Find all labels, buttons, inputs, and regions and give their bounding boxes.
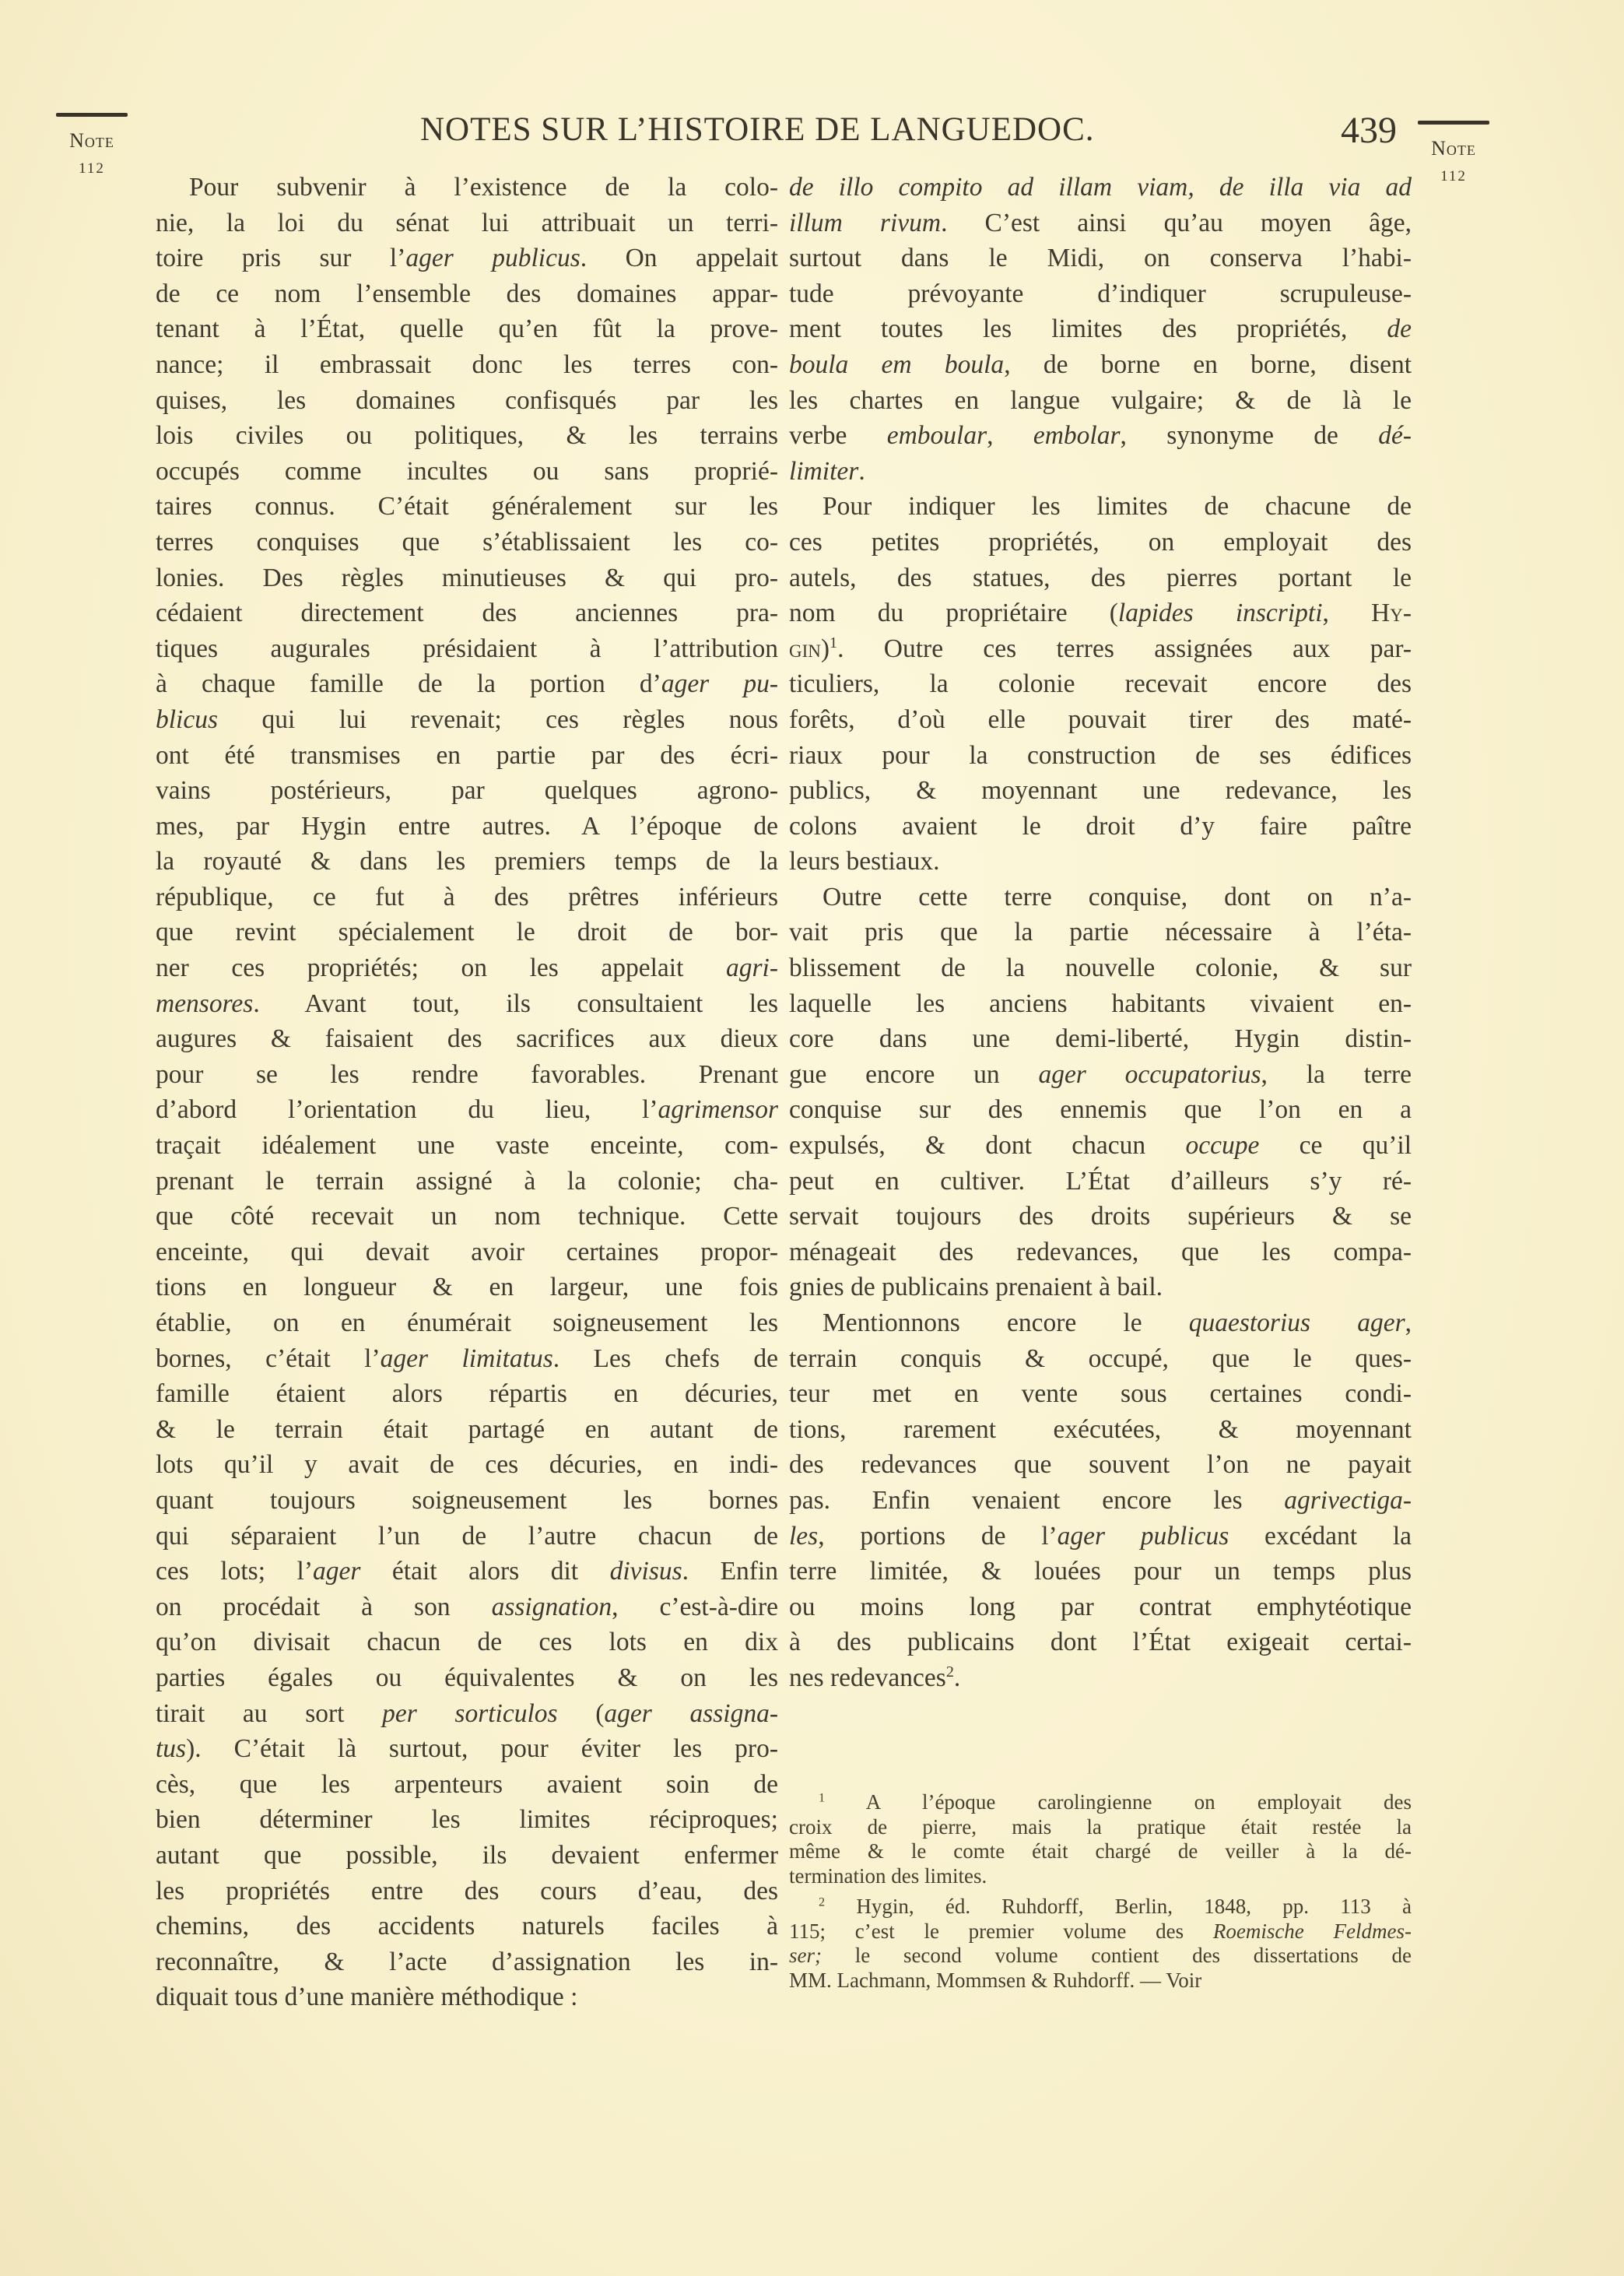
text-line: expulsés, & dont chacun occupe ce qu’il bbox=[789, 1131, 1412, 1161]
text-line: des redevances que souvent l’on ne payait bbox=[789, 1450, 1412, 1480]
left-text-column bbox=[156, 170, 778, 2015]
text-line: gin)$^1$. Outre ces terres assignées aux par- bbox=[789, 634, 1412, 663]
text-line: nance; il embrassait donc les terres con- bbox=[156, 349, 778, 379]
text-line: chemins, des accidents naturels faciles à bbox=[156, 1912, 778, 1941]
text-line: enceinte, qui devait avoir certaines propor- bbox=[156, 1237, 778, 1266]
text-line: croix de pierre, mais la pratique était restée la bbox=[789, 1814, 1412, 1839]
text-line: prenant le terrain assigné à la colonie; cha- bbox=[156, 1166, 778, 1196]
text-line: $^1$ A l’époque carolingienne on employait des bbox=[819, 1790, 1412, 1814]
text-line: forêts, d’où elle pouvait tirer des maté- bbox=[789, 704, 1412, 734]
text-line: ou moins long par contrat emphytéotique bbox=[789, 1592, 1412, 1621]
text-line: teur met en vente sous certaines condi- bbox=[789, 1379, 1412, 1409]
margin-rule bbox=[56, 113, 128, 117]
text-line: tus). C’était là surtout, pour éviter les pro- bbox=[156, 1734, 778, 1764]
text-line: terres conquises que s’établissaient les co- bbox=[156, 527, 778, 557]
margin-note-label: Note bbox=[69, 129, 114, 152]
text-line: terre limitée, & louées pour un temps plus bbox=[789, 1557, 1412, 1586]
text-line: autels, des statues, des pierres portant le bbox=[789, 563, 1412, 592]
text-line: tenant à l’État, quelle qu’en fût la prove- bbox=[156, 314, 778, 344]
margin-note-number: 112 bbox=[1440, 168, 1467, 184]
text-line: terrain conquis & occupé, que le ques- bbox=[789, 1343, 1412, 1373]
text-line: taires connus. C’était généralement sur les bbox=[156, 492, 778, 522]
text-line: les chartes en langue vulgaire; & de là le bbox=[789, 385, 1412, 415]
text-line: occupés comme incultes ou sans proprié- bbox=[156, 456, 778, 486]
text-line: ser; le second volume contient des dissertations de bbox=[789, 1944, 1412, 1967]
text-line: autant que possible, ils devaient enfermer bbox=[156, 1840, 778, 1870]
text-line: Pour subvenir à l’existence de la colo- bbox=[189, 173, 778, 202]
running-title: NOTES SUR L’HISTOIRE DE LANGUEDOC. bbox=[420, 111, 1095, 148]
text-line: servait toujours des droits supérieurs & se bbox=[789, 1202, 1412, 1231]
text-line: ticuliers, la colonie recevait encore des bbox=[789, 669, 1412, 699]
footnotes bbox=[789, 1790, 1412, 1993]
text-line: toire pris sur l’ager publicus. On appelait bbox=[156, 244, 778, 273]
text-line: à chaque famille de la portion d’ager pu- bbox=[156, 669, 778, 699]
margin-note-left bbox=[53, 113, 131, 177]
text-line: à des publicains dont l’État exigeait certai- bbox=[789, 1628, 1412, 1657]
text-line: riaux pour la construction de ses édifices bbox=[789, 740, 1412, 770]
text-line: vait pris que la partie nécessaire à l’éta- bbox=[789, 918, 1412, 947]
text-line: mensores. Avant tout, ils consultaient les bbox=[156, 989, 778, 1018]
text-line: leurs bestiaux. bbox=[789, 847, 940, 876]
text-line: quant toujours soigneusement les bornes bbox=[156, 1485, 778, 1515]
text-line: tirait au sort per sorticulos (ager assigna- bbox=[156, 1698, 779, 1728]
text-line: laquelle les anciens habitants vivaient en- bbox=[789, 989, 1412, 1018]
text-line: boula em boula, de borne en borne, disent bbox=[789, 349, 1412, 379]
text-line: lonies. Des règles minutieuses & qui pro- bbox=[156, 563, 778, 592]
text-line: établie, on en énumérait soigneusement les bbox=[156, 1308, 778, 1337]
text-line: lois civiles ou politiques, & les terrains bbox=[156, 421, 778, 451]
text-line: blissement de la nouvelle colonie, & sur bbox=[789, 954, 1412, 983]
text-line: vains postérieurs, par quelques agrono- bbox=[156, 776, 778, 806]
text-line: gnies de publicains prenaient à bail. bbox=[789, 1273, 1163, 1302]
text-line: pour se les rendre favorables. Prenant bbox=[156, 1059, 778, 1089]
page-number: 439 bbox=[1341, 110, 1397, 151]
text-line: ménageait des redevances, que les compa- bbox=[789, 1237, 1412, 1266]
text-line: lots qu’il y avait de ces décuries, en indi- bbox=[156, 1450, 778, 1480]
text-line: verbe emboular, embolar, synonyme de dé- bbox=[789, 421, 1412, 451]
text-line: pas. Enfin venaient encore les agrivectiga- bbox=[789, 1485, 1412, 1515]
text-line: conquise sur des ennemis que l’on en a bbox=[789, 1095, 1412, 1125]
text-line: colons avaient le droit d’y faire paître bbox=[789, 811, 1412, 841]
text-line: qu’on divisait chacun de ces lots en dix bbox=[156, 1628, 778, 1657]
text-line: la royauté & dans les premiers temps de la bbox=[156, 847, 778, 876]
text-line: que côté recevait un nom technique. Cette bbox=[156, 1202, 778, 1231]
text-line: bien déterminer les limites réciproques; bbox=[156, 1805, 778, 1835]
text-line: les, portions de l’ager publicus excédant la bbox=[789, 1521, 1412, 1551]
text-line: 115; c’est le premier volume des Roemische Feldmes- bbox=[789, 1919, 1412, 1943]
text-line: gue encore un ager occupatorius, la terre bbox=[789, 1059, 1412, 1089]
text-line: publics, & moyennant une redevance, les bbox=[789, 776, 1412, 806]
text-line: cédaient directement des anciennes pra- bbox=[156, 599, 778, 628]
text-line: core dans une demi-liberté, Hygin distin- bbox=[789, 1024, 1412, 1054]
text-line: bornes, c’était l’ager limitatus. Les chefs de bbox=[156, 1343, 778, 1373]
text-line: Mentionnons encore le quaestorius ager, bbox=[823, 1308, 1412, 1337]
text-line: Outre cette terre conquise, dont on n’a- bbox=[823, 882, 1412, 911]
text-line: même & le comte était chargé de veiller à la dé- bbox=[789, 1839, 1412, 1863]
text-line: augures & faisaient des sacrifices aux dieux bbox=[156, 1024, 778, 1054]
text-line: cès, que les arpenteurs avaient soin de bbox=[156, 1769, 778, 1799]
text-line: ont été transmises en partie par des écri- bbox=[156, 740, 778, 770]
text-line: nie, la loi du sénat lui attribuait un terri- bbox=[156, 208, 778, 237]
margin-rule bbox=[1418, 121, 1489, 125]
text-line: tions, rarement exécutées, & moyennant bbox=[789, 1414, 1412, 1444]
text-line: termination des limites. bbox=[789, 1863, 987, 1888]
margin-note-label: Note bbox=[1431, 137, 1476, 160]
margin-note-right bbox=[1415, 121, 1492, 185]
text-line: d’abord l’orientation du lieu, l’agrimensor bbox=[156, 1095, 778, 1125]
text-line: & le terrain était partagé en autant de bbox=[156, 1414, 778, 1444]
text-line: diquait tous d’une manière méthodique : bbox=[156, 1983, 578, 2012]
text-line: nes redevances$^2$. bbox=[789, 1663, 961, 1692]
text-line: nom du propriétaire (lapides inscripti, Hy- bbox=[789, 599, 1412, 628]
text-line: peut en cultiver. L’État d’ailleurs s’y ré- bbox=[789, 1166, 1412, 1196]
text-line: quises, les domaines confisqués par les bbox=[156, 385, 778, 415]
text-line: $^2$ Hygin, éd. Ruhdorff, Berlin, 1848, pp. 113 à bbox=[819, 1895, 1412, 1918]
text-line: ner ces propriétés; on les appelait agri- bbox=[156, 954, 778, 983]
margin-note-number: 112 bbox=[79, 160, 105, 177]
text-line: parties égales ou équivalentes & on les bbox=[156, 1663, 778, 1692]
text-line: les propriétés entre des cours d’eau, des bbox=[156, 1876, 778, 1905]
text-line: surtout dans le Midi, on conserva l’habi- bbox=[789, 244, 1412, 273]
text-line: tiques augurales présidaient à l’attribution bbox=[156, 634, 778, 663]
text-line: famille étaient alors répartis en décuries, bbox=[156, 1379, 778, 1409]
text-line: république, ce fut à des prêtres inférieurs bbox=[156, 882, 778, 911]
text-line: limiter. bbox=[789, 456, 865, 486]
text-line: ment toutes les limites des propriétés, de bbox=[789, 314, 1412, 344]
text-line: blicus qui lui revenait; ces règles nous bbox=[156, 704, 778, 734]
text-line: qui séparaient l’un de l’autre chacun de bbox=[156, 1521, 778, 1551]
text-line: tions en longueur & en largeur, une fois bbox=[156, 1273, 778, 1302]
text-line: ces lots; l’ager était alors dit divisus. Enfin bbox=[156, 1557, 778, 1586]
text-line: que revint spécialement le droit de bor- bbox=[156, 918, 778, 947]
text-line: ces petites propriétés, on employait des bbox=[789, 527, 1412, 557]
text-line: mes, par Hygin entre autres. A l’époque de bbox=[156, 811, 778, 841]
text-line: tude prévoyante d’indiquer scrupuleuse- bbox=[789, 279, 1412, 308]
text-line: on procédait à son assignation, c’est-à-dire bbox=[156, 1592, 778, 1621]
right-text-column bbox=[789, 170, 1412, 1696]
text-line: Pour indiquer les limites de chacune de bbox=[823, 492, 1412, 522]
text-line: de ce nom l’ensemble des domaines appar- bbox=[156, 279, 778, 308]
text-line: MM. Lachmann, Mommsen & Ruhdorff. — Voir bbox=[789, 1968, 1202, 1992]
text-line: illum rivum. C’est ainsi qu’au moyen âge, bbox=[789, 208, 1412, 237]
text-line: reconnaître, & l’acte d’assignation les in- bbox=[156, 1947, 778, 1976]
text-line: traçait idéalement une vaste enceinte, com- bbox=[156, 1131, 778, 1161]
text-line: de illo compito ad illam viam, de illa via ad bbox=[789, 173, 1412, 202]
